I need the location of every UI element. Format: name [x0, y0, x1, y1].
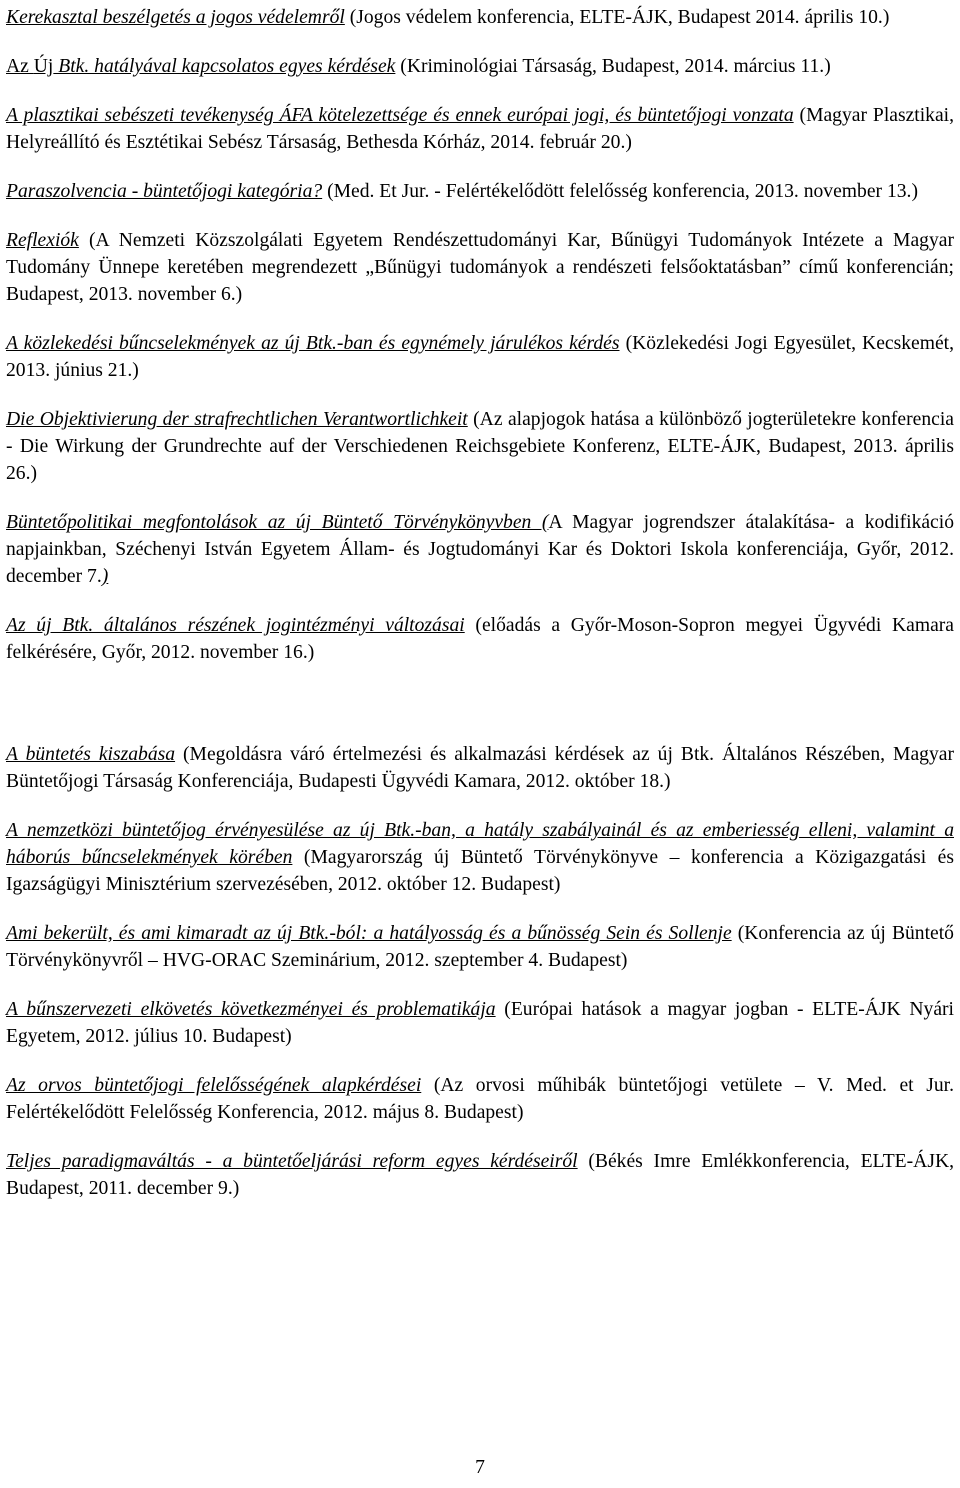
lecture-details: (A Nemzeti Közszolgálati Egyetem Rendészettudományi Kar, Bűnügyi Tudományok Intézete a Magyar Tudomány Ünnepe keretében megrendezett „Bűnügyi tudományok a rendészeti felsőoktatásban” című konferencián; Budapest, 2013. november 6.)	[6, 230, 954, 305]
list-item	[6, 920, 954, 974]
lecture-details: (Megoldásra váró értelmezési és alkalmazási kérdések az új Btk. Általános Részében, Magyar Büntetőjogi Társaság Konferenciája, Budapesti Ügyvédi Kamara, 2012. október 18.)	[6, 744, 954, 792]
lecture-title: Reflexiók	[6, 230, 79, 251]
lecture-title: A büntetés kiszabása	[6, 744, 176, 765]
lecture-title: A nemzetközi büntetőjog érvényesülése az új Btk.-ban, a hatály szabályainál és az emberiesség elleni, valamint a háborús bűncselekmények körében	[6, 820, 954, 868]
document-body	[6, 4, 954, 1224]
lecture-details: (Magyarország új Büntető Törvénykönyve – konferencia a Közigazgatási és Igazságügyi Minisztérium szervezésében, 2012. október 12. Budapest)	[6, 847, 955, 895]
lecture-details: (Magyar Plasztikai, Helyreállító és Esztétikai Sebész Társaság, Bethesda Kórház, 2014. február 20.)	[6, 105, 955, 153]
lecture-title: Ami bekerült, és ami kimaradt az új Btk.-ból: a hatályosság és a bűnösség Sein és Sollenje	[6, 923, 732, 944]
lecture-details: (Kriminológiai Társaság, Budapest, 2014. március 11.)	[395, 56, 831, 77]
list-item	[6, 178, 954, 205]
list-item	[6, 102, 954, 156]
lecture-details: (előadás a Győr-Moson-Sopron megyei Ügyvédi Kamara felkérésére, Győr, 2012. november 16.)	[6, 615, 954, 663]
list-item	[6, 817, 954, 898]
lecture-title: Az új Btk. általános részének jogintézményi változásai	[6, 615, 465, 636]
lecture-title-part: Új	[33, 56, 54, 77]
lecture-closing-paren: )	[101, 566, 109, 587]
lecture-details: (Konferencia az új Büntető Törvénykönyvről – HVG-ORAC Szeminárium, 2012. szeptember 4. Budapest)	[6, 923, 954, 971]
list-item	[6, 1072, 954, 1126]
lecture-title-part: Az	[6, 56, 34, 77]
list-item	[6, 406, 954, 487]
lecture-details: A Magyar jogrendszer átalakítása- a kodifikáció napjainkban, Széchenyi István Egyetem Állam- és Jogtudományi Kar és Doktori Iskola konferenciája, Győr, 2012. december 7.	[6, 512, 954, 587]
lecture-title: A plasztikai sebészeti tevékenység ÁFA kötelezettsége és ennek európai jogi, és büntetőjogi vonzata	[6, 105, 794, 126]
lecture-title	[6, 56, 395, 77]
list-item	[6, 4, 954, 31]
lecture-title: Büntetőpolitikai megfontolások az új Büntető Törvénykönyvben (	[6, 512, 549, 533]
list-item	[6, 53, 954, 80]
lecture-title: Die Objektivierung der strafrechtlichen Verantwortlichkeit	[6, 409, 468, 430]
lecture-details: (Közlekedési Jogi Egyesület, Kecskemét, 2013. június 21.)	[6, 333, 954, 381]
list-item	[6, 741, 954, 795]
lecture-title: Teljes paradigmaváltás - a büntetőeljárási reform egyes kérdéseiről	[6, 1151, 578, 1172]
page-number: 7	[475, 1457, 485, 1478]
section-gap	[6, 666, 954, 741]
list-item	[6, 996, 954, 1050]
lecture-details: (Jogos védelem konferencia, ELTE-ÁJK, Budapest 2014. április 10.)	[344, 7, 890, 28]
lecture-title: Kerekasztal beszélgetés a jogos védelemről	[6, 7, 345, 28]
list-item	[6, 1148, 954, 1202]
list-item	[6, 227, 954, 308]
lecture-title-part: Btk. hatályával kapcsolatos egyes kérdések	[53, 56, 396, 77]
lecture-details: (Az alapjogok hatása a különböző jogterületekre konferencia - Die Wirkung der Grundrechte auf der Verschiedenen Reichsgebiete Konferenz, ELTE-ÁJK, Budapest, 2013. április 26.)	[6, 409, 954, 484]
lecture-details: (Med. Et Jur. - Felértékelődött felelősség konferencia, 2013. november 13.)	[322, 181, 918, 202]
list-item	[6, 612, 954, 666]
lecture-title: A közlekedési bűncselekmények az új Btk.-ban és egynémely járulékos kérdés	[6, 333, 620, 354]
lecture-title: A bűnszervezeti elkövetés következményei és problematikája	[6, 999, 496, 1020]
lecture-title: Az orvos büntetőjogi felelősségének alapkérdései	[6, 1075, 422, 1096]
lecture-details: (Az orvosi műhibák büntetőjogi vetülete – V. Med. et Jur. Felértékelődött Felelősség Konferencia, 2012. május 8. Budapest)	[6, 1075, 954, 1123]
list-item	[6, 509, 954, 590]
lecture-details: (Európai hatások a magyar jogban - ELTE-ÁJK Nyári Egyetem, 2012. július 10. Budapest)	[6, 999, 954, 1047]
lecture-title: Paraszolvencia - büntetőjogi kategória?	[6, 181, 323, 202]
lecture-details: (Békés Imre Emlékkonferencia, ELTE-ÁJK, Budapest, 2011. december 9.)	[6, 1151, 954, 1199]
list-item	[6, 330, 954, 384]
